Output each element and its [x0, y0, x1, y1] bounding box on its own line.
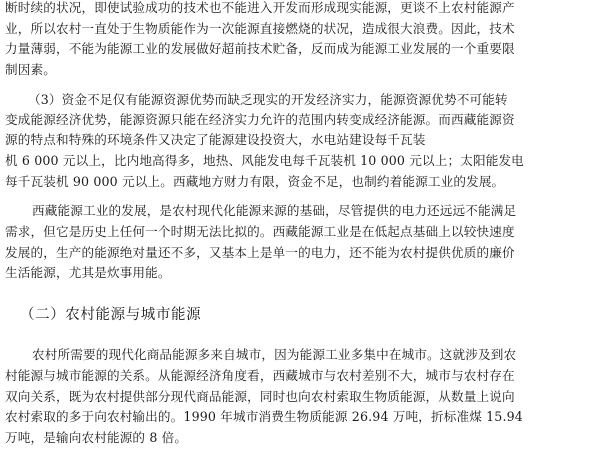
paragraph-line: 力量薄弱，不能为能源工业的发展做好超前技术贮备，反而成为能源工业发展的一个重要限	[5, 41, 515, 56]
paragraph-line: 生活能源，尤其是炊事用能。	[5, 265, 171, 280]
paragraph-line: 农村所需要的现代化商品能源多来自城市，因为能源工业多集中在城市。这就涉及到农	[32, 347, 517, 362]
paragraph-line: 业，所以农村一直处于生物质能作为一次能源直接燃烧的状况，造成很大浪费。因此，技术	[5, 21, 515, 36]
paragraph-line: 西藏能源工业的发展，是农村现代化能源来源的基础，尽管提供的电力还远远不能满足	[32, 203, 517, 218]
paragraph-line: 农村索取的多于向农村输出的。1990 年城市消费生物质能源 26.94 万吨，折标准煤 15.94	[5, 409, 523, 424]
paragraph-line: 制因素。	[5, 62, 56, 77]
section-heading: （二）农村能源与城市能源	[20, 307, 202, 323]
paragraph-line: 需求，但它是历史上任何一个时期无法比拟的。西藏能源工业是在低起点基础上以较快速度	[5, 224, 515, 239]
paragraph-line: 变成能源经济优势，能源资源只能在经济实力允许的范围内转变成经济能源。而西藏能源资	[5, 112, 515, 127]
paragraph-line: 村能源与城市能源的关系。从能源经济角度看，西藏城市与农村差别不大，城市与农村存在	[5, 368, 515, 383]
paragraph-line: 每千瓦装机 90 000 元以上。西藏地方财力有限，资金不足，也制约着能源工业的发展。	[5, 174, 505, 189]
paragraph-line: 断时续的状况，即使试验成功的技术也不能进入开发而形成现实能源，更谈不上农村能源产	[5, 0, 515, 15]
paragraph-line: 源的特点和特殊的环境条件又决定了能源建设投资大，水电站建设每千瓦装	[5, 132, 426, 147]
paragraph-line: （3）资金不足仅有能源资源优势而缺乏现实的开发经济实力，能源资源优势不可能转	[28, 92, 508, 107]
paragraph-line: 机 6 000 元以上，比内地高得多，地热、风能发电每千瓦装机 10 000 元以上；太阳能发电	[5, 153, 524, 168]
paragraph-line: 万吨，是输向农村能源的 8 倍。	[5, 430, 188, 445]
paragraph-line: 发展的，生产的能源绝对量还不多，又基本上是单一的电力，还不能为农村提供优质的廉价	[5, 245, 515, 260]
paragraph-line: 双向关系，既为农村提供部分现代商品能源，同时也向农村索取生物质能源，从数量上说向	[5, 389, 515, 404]
